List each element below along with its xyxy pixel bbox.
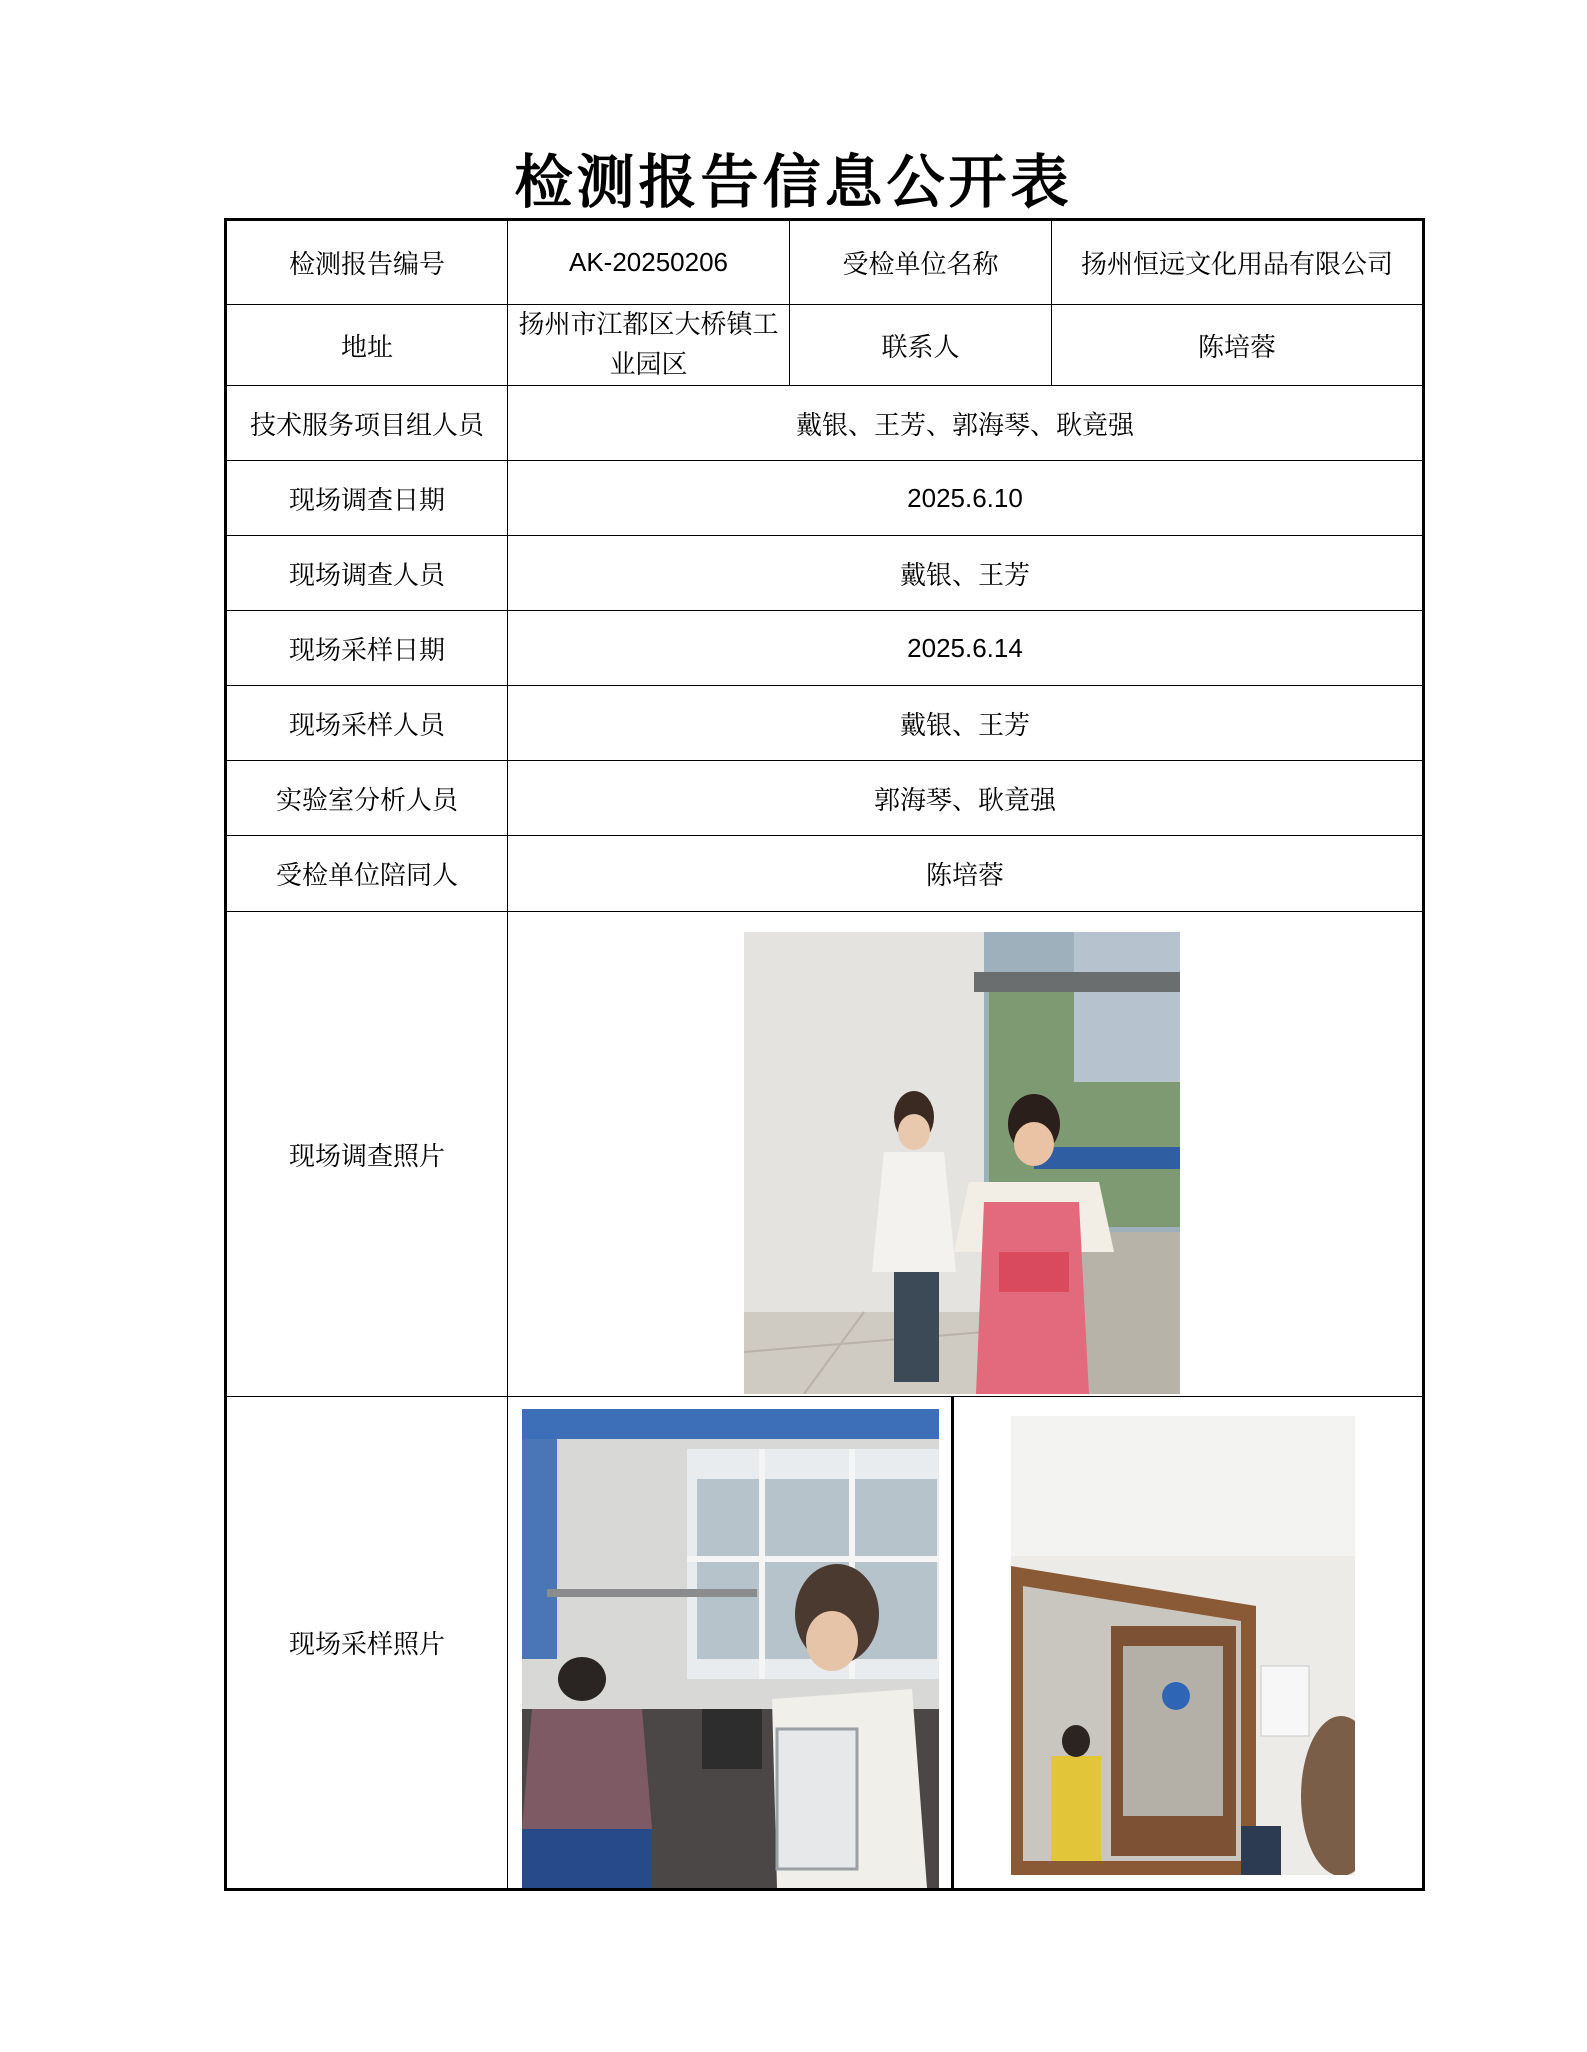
team-label: 技术服务项目组人员	[226, 386, 508, 461]
page-title: 检测报告信息公开表	[514, 148, 1073, 216]
report-no-value: AK-20250206	[508, 220, 790, 305]
survey-date-label: 现场调查日期	[226, 461, 508, 536]
table-row	[226, 686, 1424, 761]
survey-photo	[744, 932, 1180, 1394]
sample-photo-left-image	[522, 1409, 939, 1888]
survey-photo-image	[744, 932, 1180, 1394]
report-no-label: 检测报告编号	[226, 220, 508, 305]
survey-photo-label: 现场调查照片	[226, 912, 508, 1397]
table-row	[226, 912, 1424, 1397]
sample-photo-cell	[508, 1397, 1424, 1890]
survey-photo-cell	[508, 912, 1424, 1397]
contact-label: 联系人	[790, 305, 1052, 386]
surveyors-label: 现场调查人员	[226, 536, 508, 611]
escort-value: 陈培蓉	[508, 836, 1424, 912]
team-value: 戴银、王芳、郭海琴、耿竟强	[508, 386, 1424, 461]
sample-photo-right-image	[1011, 1416, 1355, 1875]
table-row	[226, 461, 1424, 536]
table-row	[226, 1397, 1424, 1890]
table-row	[226, 305, 1424, 386]
lab-value: 郭海琴、耿竟强	[508, 761, 1424, 836]
address-value: 扬州市江都区大桥镇工业园区	[508, 305, 790, 386]
sample-date-label: 现场采样日期	[226, 611, 508, 686]
sample-photo-left	[522, 1409, 939, 1888]
surveyors-value: 戴银、王芳	[508, 536, 1424, 611]
sample-photo-label: 现场采样照片	[226, 1397, 508, 1890]
lab-label: 实验室分析人员	[226, 761, 508, 836]
unit-label: 受检单位名称	[790, 220, 1052, 305]
escort-label: 受检单位陪同人	[226, 836, 508, 912]
contact-value: 陈培蓉	[1052, 305, 1424, 386]
table-row	[226, 536, 1424, 611]
sample-photo-right	[1011, 1416, 1355, 1875]
table-row	[226, 611, 1424, 686]
unit-value: 扬州恒远文化用品有限公司	[1052, 220, 1424, 305]
sample-date-value: 2025.6.14	[508, 611, 1424, 686]
table-row	[226, 386, 1424, 461]
samplers-value: 戴银、王芳	[508, 686, 1424, 761]
table-row	[226, 836, 1424, 912]
report-table	[224, 218, 1425, 1891]
samplers-label: 现场采样人员	[226, 686, 508, 761]
photo-divider	[951, 1397, 954, 1888]
address-label: 地址	[226, 305, 508, 386]
survey-date-value: 2025.6.10	[508, 461, 1424, 536]
table-row	[226, 761, 1424, 836]
table-row	[226, 220, 1424, 305]
